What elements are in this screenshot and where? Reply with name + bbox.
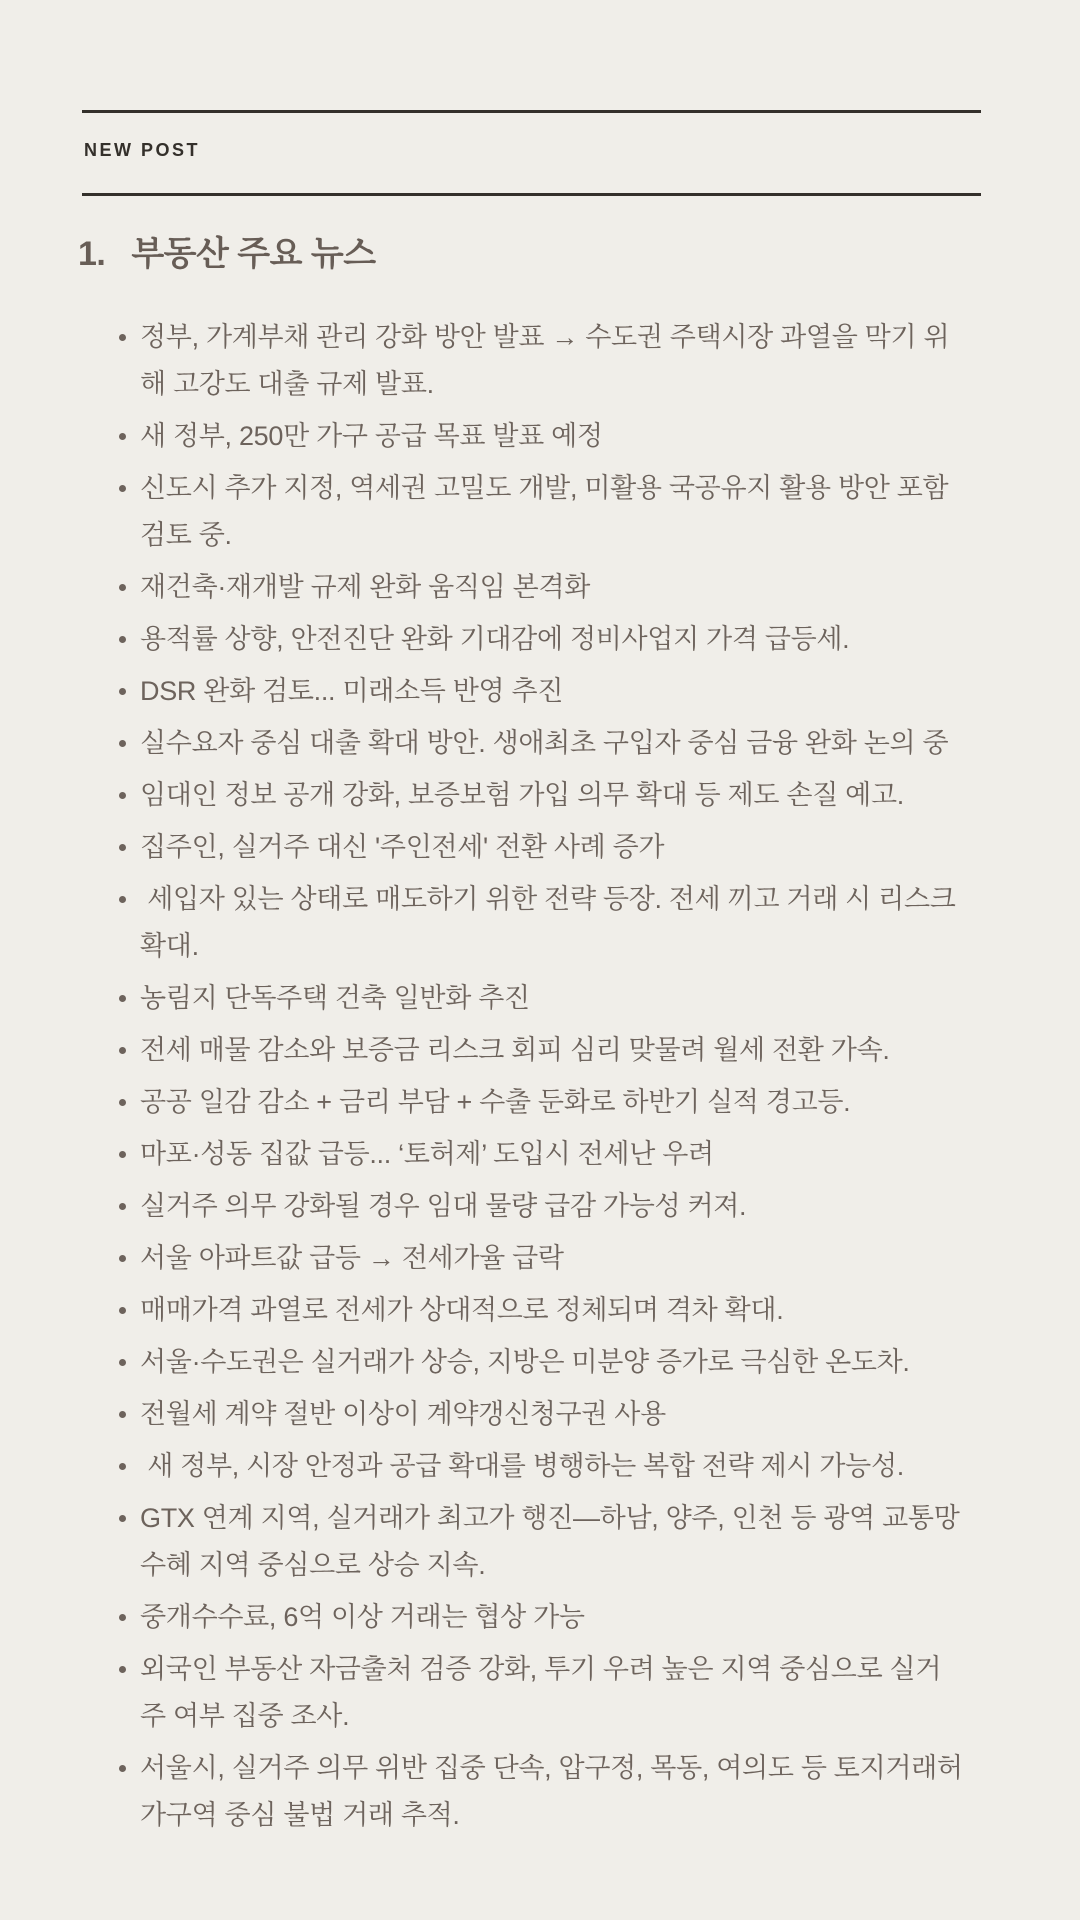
new-post-label: NEW POST — [84, 140, 201, 160]
list-item: 외국인 부동산 자금출처 검증 강화, 투기 우려 높은 지역 중심으로 실거주 여부 집중 조사. — [140, 1646, 964, 1740]
list-item: DSR 완화 검토... 미래소득 반영 추진 — [140, 668, 964, 715]
list-item: 세입자 있는 상태로 매도하기 위한 전략 등장. 전세 끼고 거래 시 리스크 확대. — [140, 876, 964, 970]
list-item: 중개수수료, 6억 이상 거래는 협상 가능 — [140, 1594, 964, 1641]
list-item: 농림지 단독주택 건축 일반화 추진 — [140, 975, 964, 1022]
list-item: 서울 아파트값 급등 → 전세가율 급락 — [140, 1235, 964, 1282]
list-item: 서울시, 실거주 의무 위반 집중 단속, 압구정, 목동, 여의도 등 토지거래허가구역 중심 불법 거래 추적. — [140, 1745, 964, 1839]
news-list — [82, 314, 967, 1839]
list-item: 실거주 의무 강화될 경우 임대 물량 급감 가능성 커져. — [140, 1183, 964, 1230]
list-item: GTX 연계 지역, 실거래가 최고가 행진—하남, 양주, 인천 등 광역 교통망 수혜 지역 중심으로 상승 지속. — [140, 1495, 964, 1589]
list-item: 공공 일감 감소 + 금리 부담 + 수출 둔화로 하반기 실적 경고등. — [140, 1079, 964, 1126]
list-item: 새 정부, 250만 가구 공급 목표 발표 예정 — [140, 413, 964, 460]
section-heading — [78, 234, 1080, 274]
list-item: 마포·성동 집값 급등... ‘토허제’ 도입시 전세난 우려 — [140, 1131, 964, 1178]
list-item: 전월세 계약 절반 이상이 계약갱신청구권 사용 — [140, 1391, 964, 1438]
list-item: 용적률 상향, 안전진단 완화 기대감에 정비사업지 가격 급등세. — [140, 616, 964, 663]
section-number: 1. — [78, 235, 106, 273]
list-item: 신도시 추가 지정, 역세권 고밀도 개발, 미활용 국공유지 활용 방안 포함 검토 중. — [140, 465, 964, 559]
list-item: 임대인 정보 공개 강화, 보증보험 가입 의무 확대 등 제도 손질 예고. — [140, 772, 964, 819]
post-header — [82, 110, 981, 196]
list-item: 실수요자 중심 대출 확대 방안. 생애최초 구입자 중심 금융 완화 논의 중 — [140, 720, 964, 767]
list-item: 매매가격 과열로 전세가 상대적으로 정체되며 격차 확대. — [140, 1287, 964, 1334]
section-title-text: 부동산 주요 뉴스 — [131, 235, 376, 273]
list-item: 집주인, 실거주 대신 '주인전세' 전환 사례 증가 — [140, 824, 964, 871]
list-item: 정부, 가계부채 관리 강화 방안 발표 → 수도권 주택시장 과열을 막기 위해 고강도 대출 규제 발표. — [140, 314, 964, 408]
list-item: 재건축·재개발 규제 완화 움직임 본격화 — [140, 564, 964, 611]
list-item: 서울·수도권은 실거래가 상승, 지방은 미분양 증가로 극심한 온도차. — [140, 1339, 964, 1386]
list-item: 새 정부, 시장 안정과 공급 확대를 병행하는 복합 전략 제시 가능성. — [140, 1443, 964, 1490]
list-item: 전세 매물 감소와 보증금 리스크 회피 심리 맞물려 월세 전환 가속. — [140, 1027, 964, 1074]
